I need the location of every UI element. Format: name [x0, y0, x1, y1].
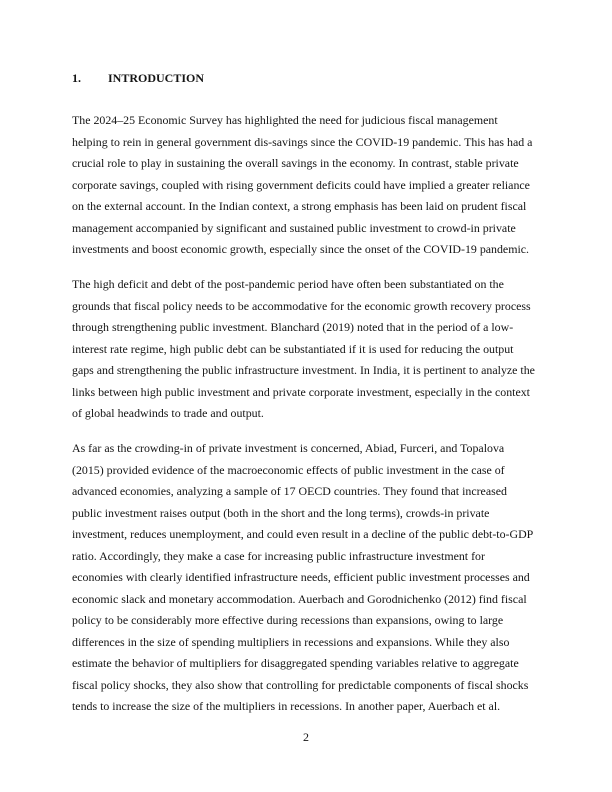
text-line: on the external account. In the Indian context, a strong emphasis has been laid on prudent fiscal: [72, 199, 527, 213]
text-line: gaps and strengthening the public infrastructure investment. In India, it is pertinent to analyze the: [72, 363, 535, 377]
text-line: public investment raises output (both in the short and the long terms), crowds-in private: [72, 505, 490, 520]
section-heading: [72, 70, 204, 86]
text-line: investment, reduces unemployment, and could even result in a decline of the public debt-to-GDP: [72, 527, 534, 541]
text-line: corporate savings, coupled with rising government deficits could have implied a greater reliance: [72, 177, 530, 192]
text-line: economies with clearly identified infrastructure needs, efficient public investment processes and: [72, 570, 530, 584]
text-line: helping to rein in general government dis-savings since the COVID-19 pandemic. This has had a: [72, 134, 533, 149]
text-line: of global headwinds to trade and output.: [72, 406, 264, 420]
text-line: through strengthening public investment. Blanchard (2019) noted that in the period of a low-: [72, 320, 514, 334]
text-line: crucial role to play in sustaining the overall savings in the economy. In contrast, stable private: [72, 156, 519, 170]
text-line: (2015) provided evidence of the macroeconomic effects of public investment in the case of: [72, 462, 505, 477]
text-line: estimate the behavior of multipliers for disaggregated spending variables relative to aggregate: [72, 656, 519, 670]
text-line: The high deficit and debt of the post-pandemic period have often been substantiated on the: [72, 277, 504, 291]
paragraph-1: [72, 110, 552, 261]
text-line: tends to increase the size of the multipliers in recessions. In another paper, Auerbach et al.: [72, 699, 501, 713]
text-line: grounds that fiscal policy needs to be accommodative for the economic growth recovery process: [72, 298, 531, 313]
text-line: policy to be considerably more effective during recessions than expansions, owing to large: [72, 613, 504, 627]
text-line: differences in the size of spending multipliers in recessions and expansions. While they also: [72, 634, 510, 649]
text-line: economic slack and monetary accommodation. Auerbach and Gorodnichenko (2012) find fiscal: [72, 591, 527, 606]
text-line: management accompanied by significant and sustained public investment to crowd-in private: [72, 220, 516, 235]
text-line: investments and boost economic growth, especially since the onset of the COVID-19 pandemic.: [72, 242, 530, 256]
paragraph-2: [72, 274, 552, 425]
text-line: advanced economies, analyzing a sample of 17 OECD countries. They found that increased: [72, 484, 507, 498]
page-number: 2: [303, 730, 309, 744]
text-line: ratio. Accordingly, they make a case for increasing public infrastructure investment for: [72, 548, 485, 563]
text-line: links between high public investment and private corporate investment, especially in the context: [72, 384, 530, 399]
text-line: The 2024–25 Economic Survey has highlighted the need for judicious fiscal management: [72, 113, 498, 127]
section-title: INTRODUCTION: [108, 71, 205, 85]
text-line: interest rate regime, high public debt can be substantiated if it is used for reducing the output: [72, 341, 514, 356]
section-number: 1.: [72, 71, 81, 85]
paragraph-3: [72, 438, 552, 718]
text-line: fiscal policy shocks, they also show that controlling for predictable components of fiscal shocks: [72, 677, 529, 692]
text-line: As far as the crowding-in of private investment is concerned, Abiad, Furceri, and Topalova: [72, 441, 505, 455]
